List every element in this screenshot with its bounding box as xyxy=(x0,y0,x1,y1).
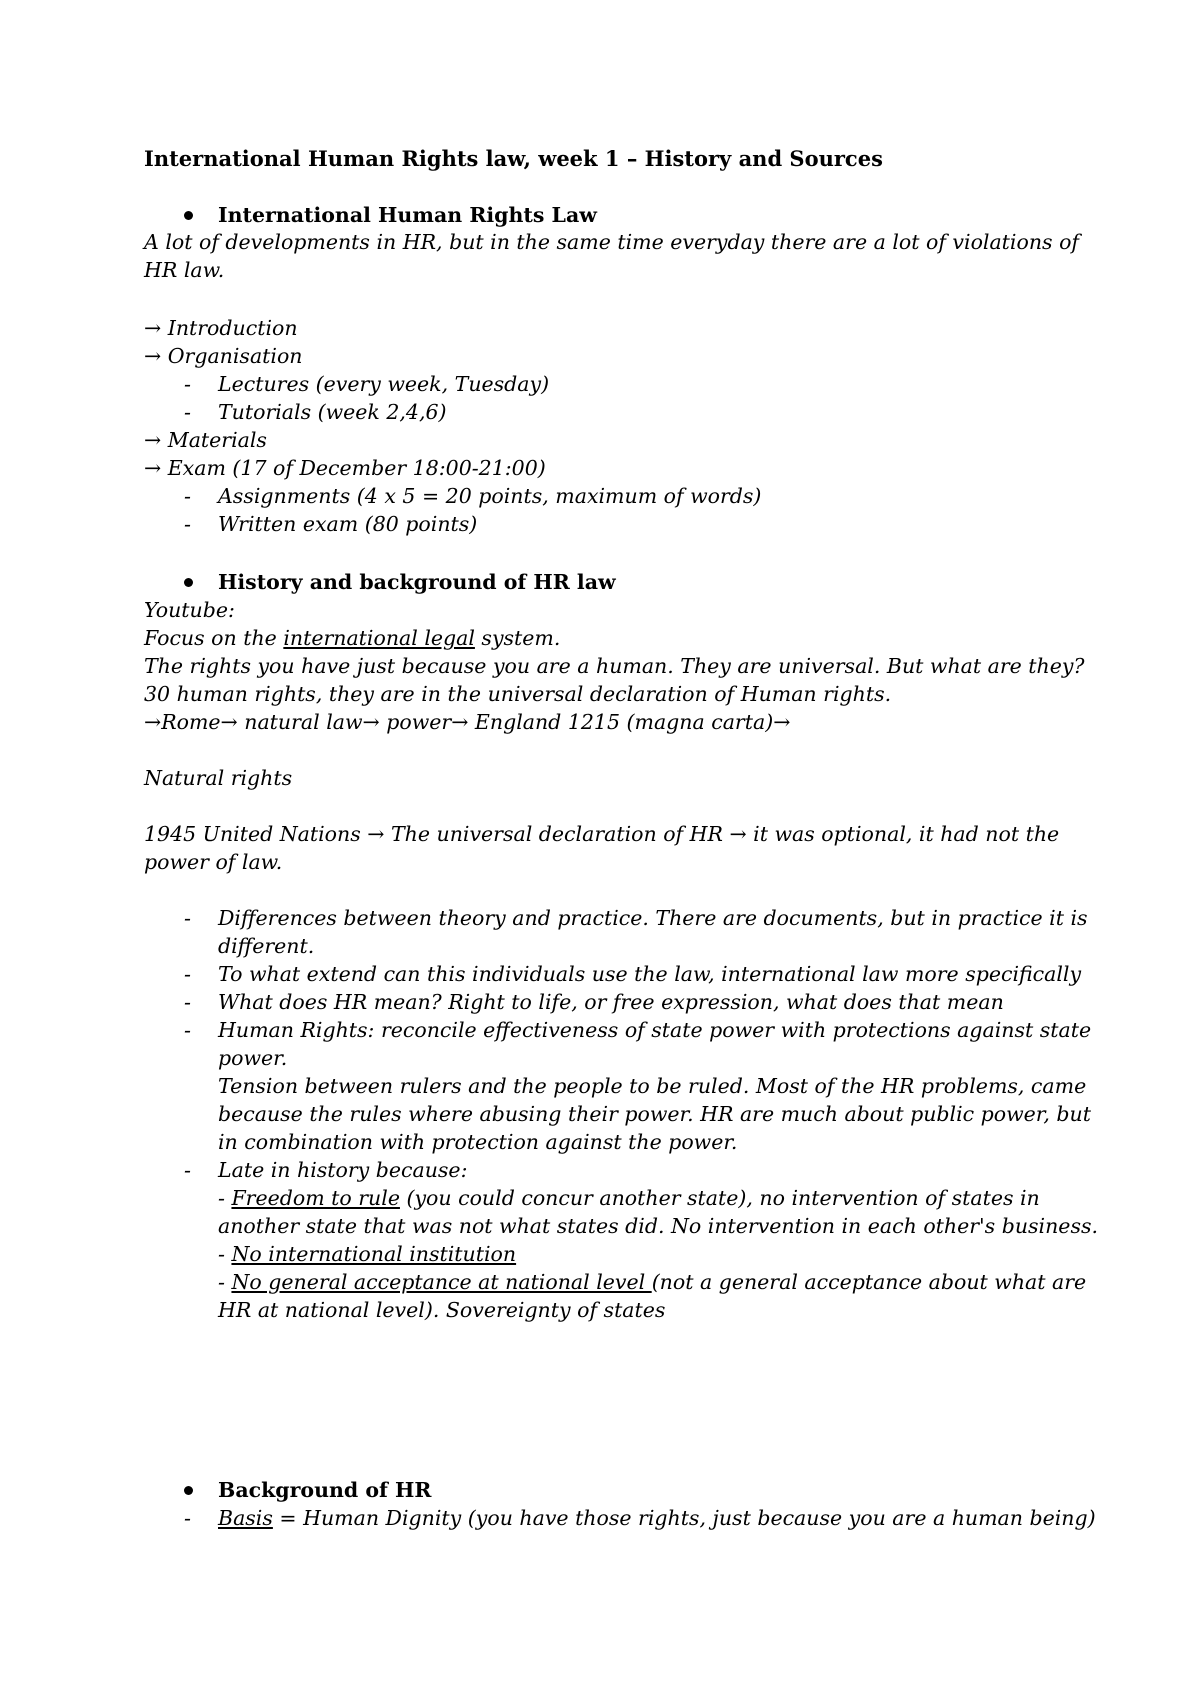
item-materials xyxy=(144,426,267,454)
dash-icon: - xyxy=(184,372,191,396)
item-introduction xyxy=(144,314,298,342)
bullet-icon xyxy=(184,211,193,220)
no-acceptance-line-2: HR at national level). Sovereignty of states xyxy=(218,1298,666,1322)
text: it was optional, it had not the xyxy=(746,822,1060,846)
text: = Human Dignity (you have those rights, just because you are a human being) xyxy=(272,1506,1096,1530)
item-label: Organisation xyxy=(167,344,303,368)
arrow-icon: → xyxy=(367,822,385,846)
extend-line: To what extend can this individuals use the law, international law more specifically xyxy=(218,962,1082,986)
text: Focus on the xyxy=(144,626,284,650)
item-label: Introduction xyxy=(167,316,298,340)
text: (not a general acceptance about what are xyxy=(651,1270,1087,1294)
text: natural law xyxy=(237,710,363,734)
bullet-icon xyxy=(184,578,193,587)
natural-rights: Natural rights xyxy=(144,766,293,790)
text: Rome xyxy=(161,710,221,734)
text: - xyxy=(218,1186,232,1210)
underlined-text: No general acceptance at national level xyxy=(231,1270,652,1294)
no-acceptance-line-1 xyxy=(218,1268,1086,1296)
hr-mean-line: What does HR mean? Right to life, or free expression, what does that mean xyxy=(218,990,1004,1014)
tension-line-2: because the rules where abusing their power. HR are much about public power, but xyxy=(218,1102,1091,1126)
freedom-line-2: another state that was not what states did. No intervention in each other's business. xyxy=(218,1214,1098,1238)
item-label: Materials xyxy=(167,428,267,452)
youtube-label: Youtube: xyxy=(144,598,235,622)
hr-reconcile-line-1: Human Rights: reconcile effectiveness of state power with protections against state xyxy=(218,1018,1092,1042)
underlined-text: No international institution xyxy=(231,1242,517,1266)
arrow-icon: → xyxy=(144,710,162,734)
section-heading-history: History and background of HR law xyxy=(218,570,616,594)
text: The universal declaration of HR xyxy=(384,822,730,846)
text: system. xyxy=(474,626,561,650)
text: (you could concur another state), no intervention of states in xyxy=(399,1186,1040,1210)
un-line-2: power of law. xyxy=(144,850,283,874)
underlined-text: Basis xyxy=(218,1506,273,1530)
item-organisation xyxy=(144,342,303,370)
bullet-icon xyxy=(184,1486,193,1495)
intro-line-1: A lot of developments in HR, but in the same time everyday there are a lot of violations of xyxy=(144,230,1079,254)
underlined-text: Freedom to rule xyxy=(231,1186,400,1210)
intro-line-2: HR law. xyxy=(144,258,225,282)
section-heading-international-hr-law: International Human Rights Law xyxy=(218,203,597,227)
item-tutorials: Tutorials (week 2,4,6) xyxy=(218,400,447,424)
dash-icon: - xyxy=(184,484,191,508)
text: - xyxy=(218,1270,232,1294)
history-chain xyxy=(144,708,790,736)
hr-reconcile-line-2: power. xyxy=(218,1046,288,1070)
arrow-icon: → xyxy=(729,822,747,846)
dash-icon: - xyxy=(184,1018,191,1042)
arrow-icon: → xyxy=(144,428,162,452)
item-assignments: Assignments (4 x 5 = 20 points, maximum of words) xyxy=(218,484,762,508)
text: - xyxy=(218,1242,232,1266)
dash-icon: - xyxy=(184,512,191,536)
document-title: International Human Rights law, week 1 – History and Sources xyxy=(144,146,883,171)
arrow-icon: → xyxy=(451,710,469,734)
arrow-icon: → xyxy=(773,710,791,734)
differences-line-1: Differences between theory and practice. There are documents, but in practice it is xyxy=(218,906,1088,930)
dash-icon: - xyxy=(184,1158,191,1182)
text: England 1215 (magna carta) xyxy=(468,710,774,734)
arrow-icon: → xyxy=(144,456,162,480)
basis-line xyxy=(218,1504,1096,1532)
dash-icon: - xyxy=(184,400,191,424)
item-label: Exam (17 of December 18:00-21:00) xyxy=(167,456,546,480)
item-written-exam: Written exam (80 points) xyxy=(218,512,478,536)
rights-line: The rights you have just because you are a human. They are universal. But what are they? xyxy=(144,654,1085,678)
item-lectures: Lectures (every week, Tuesday) xyxy=(218,372,550,396)
text: power xyxy=(379,710,452,734)
section-heading-background: Background of HR xyxy=(218,1478,432,1502)
arrow-icon: → xyxy=(144,344,162,368)
focus-line xyxy=(144,624,560,652)
freedom-line-1 xyxy=(218,1184,1040,1212)
arrow-icon: → xyxy=(220,710,238,734)
dash-icon: - xyxy=(184,990,191,1014)
text: 1945 United Nations xyxy=(144,822,368,846)
underlined-text: international legal xyxy=(283,626,475,650)
dash-icon: - xyxy=(184,962,191,986)
dash-icon: - xyxy=(184,906,191,930)
arrow-icon: → xyxy=(362,710,380,734)
tension-line-3: in combination with protection against the power. xyxy=(218,1130,738,1154)
no-institution-line xyxy=(218,1240,516,1268)
differences-line-2: different. xyxy=(218,934,315,958)
un-line-1 xyxy=(144,820,1059,848)
item-exam xyxy=(144,454,546,482)
arrow-icon: → xyxy=(144,316,162,340)
dash-icon: - xyxy=(184,1506,191,1530)
thirty-line: 30 human rights, they are in the universal declaration of Human rights. xyxy=(144,682,892,706)
tension-line-1: Tension between rulers and the people to be ruled. Most of the HR problems, came xyxy=(218,1074,1087,1098)
late-history-line: Late in history because: xyxy=(218,1158,468,1182)
